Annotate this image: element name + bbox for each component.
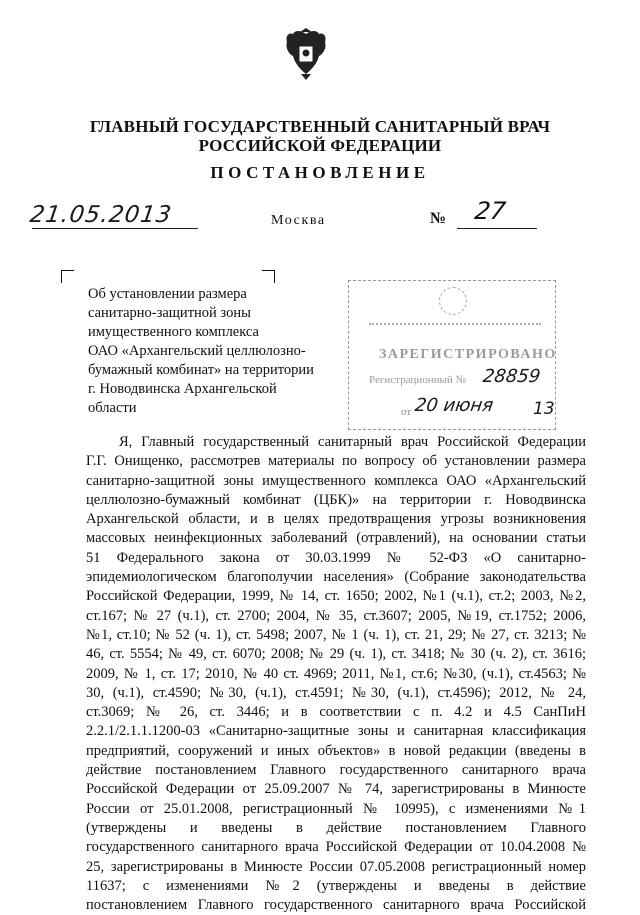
stamp-reg-number-label: Регистрационный № xyxy=(369,374,467,386)
document-body xyxy=(86,433,586,915)
body-line: 25, зарегистрированы в Минюсте России 07.05.2008 регистрационный номер xyxy=(86,858,586,875)
subject-line: санитарно-защитной зоны xyxy=(88,305,251,321)
document-date: 21.05.2013 xyxy=(28,202,174,228)
body-line: массовых неинфекционных заболеваний (отравлений), на основании статьи xyxy=(86,530,586,547)
body-line: Архангельской области, и в целях предотвращения угрозы возникновения xyxy=(86,511,586,528)
stamp-reg-year: 13 xyxy=(533,399,555,419)
body-line: России от 25.01.2008, регистрационный № 10995), с изменениями №1 xyxy=(86,800,586,817)
subject-corner-left xyxy=(61,270,74,283)
body-line: предприятий, сооружений и иных объектов» в новой редакции (введены в xyxy=(86,742,586,759)
body-line: эпидемиологическом благополучии населения» (Собрание законодательства xyxy=(86,569,586,586)
document-subject xyxy=(88,285,314,418)
subject-corner-right xyxy=(262,270,275,283)
stamp-reg-number: 28859 xyxy=(481,366,542,387)
body-line: Российской Федерации, 1999, № 14, ст. 1650; 2002, №1 (ч.1), ст.2; 2003, №2, xyxy=(86,588,586,605)
body-line: 2009, № 1, ст. 17; 2010, № 40 ст. 4969; 2011, №1, ст.6; №30, (ч.1), ст.4563; № xyxy=(86,665,586,682)
document-number: 27 xyxy=(473,197,508,225)
body-line: 46, ст. 5554; № 49, ст. 6070; 2008; № 29 (ч. 1), ст. 3418; № 30 (ч. 2), ст. 3616; xyxy=(86,646,586,663)
body-line: санитарно-защитной зоны имущественного комплекса ОАО «Архангельский xyxy=(86,472,586,489)
subject-line: области xyxy=(88,400,137,416)
stamp-emblem-icon xyxy=(439,287,467,315)
document-city: Москва xyxy=(271,213,326,228)
body-line: 51 Федерального закона от 30.03.1999 № 52-ФЗ «О санитарно- xyxy=(86,549,586,566)
stamp-reg-date: 20 июня xyxy=(413,395,495,416)
stamp-registered-text: ЗАРЕГИСТРИРОВАНО xyxy=(379,347,557,362)
body-line: Российской Федерации от 25.09.2007 № 74, зарегистрированы в Минюсте xyxy=(86,781,586,798)
body-line: постановлением Главного государственного санитарного врача Российской xyxy=(86,897,586,914)
coat-of-arms-emblem xyxy=(283,28,329,82)
body-line: Я, Главный государственный санитарный врач Российской Федерации xyxy=(119,434,586,450)
date-underline xyxy=(32,228,198,229)
subject-line: ОАО «Архангельский целлюлозно- xyxy=(88,343,306,359)
subject-line: г. Новодвинска Архангельской xyxy=(88,381,277,397)
subject-line: бумажный комбинат» на территории xyxy=(88,362,314,378)
body-line: ст.167; № 27 (ч.1), ст. 2700; 2004, № 35, ст.3607; 2005, №19, ст.1752; 2006, xyxy=(86,607,586,624)
body-line: (утверждены и введены в действие постановлением Главного xyxy=(86,819,586,836)
subject-line: имущественного комплекса xyxy=(88,324,259,340)
issuer-title-line1: ГЛАВНЫЙ ГОСУДАРСТВЕННЫЙ САНИТАРНЫЙ ВРАЧ xyxy=(89,117,551,136)
registration-stamp xyxy=(348,280,556,430)
body-line: ст.3069; № 26, ст. 3446; и в соответствии с п. 4.2 и 4.5 СанПиН xyxy=(86,704,586,721)
body-line: государственного санитарного врача Российской Федерации от 10.04.2008 № xyxy=(86,839,586,856)
body-line: 2.2.1/2.1.1.1200-03 «Санитарно-защитные зоны и санитарная классификация xyxy=(86,723,586,740)
body-line: Г.Г. Онищенко, рассмотрев материалы по вопросу об установлении размера xyxy=(86,453,586,470)
body-line: 30, (ч.1), ст.4590; №30, (ч.1), ст.4591; №30, (ч.1), ст.4596); 2012, № 24, xyxy=(86,684,586,701)
subject-line: Об установлении размера xyxy=(88,286,247,302)
body-line: №1, ст.10; № 52 (ч. 1), ст. 5498; 2007, № 1 (ч. 1), ст. 21, 29; № 27, ст. 3213; № xyxy=(86,626,586,643)
number-underline xyxy=(457,228,537,229)
stamp-from-label: от xyxy=(401,406,412,418)
body-line: целлюлозно-бумажный комбинат (ЦБК)» на территории г. Новодвинска xyxy=(86,491,586,508)
number-label: № xyxy=(430,210,447,227)
stamp-ministry-line xyxy=(369,323,541,333)
document-type: ПОСТАНОВЛЕНИЕ xyxy=(210,163,430,182)
body-line: 11637; с изменениями №2 (утверждены и введены в действие xyxy=(86,877,586,894)
body-line: действие постановлением Главного государственного санитарного врача xyxy=(86,762,586,779)
issuer-title-line2: РОССИЙСКОЙ ФЕДЕРАЦИИ xyxy=(198,136,442,155)
